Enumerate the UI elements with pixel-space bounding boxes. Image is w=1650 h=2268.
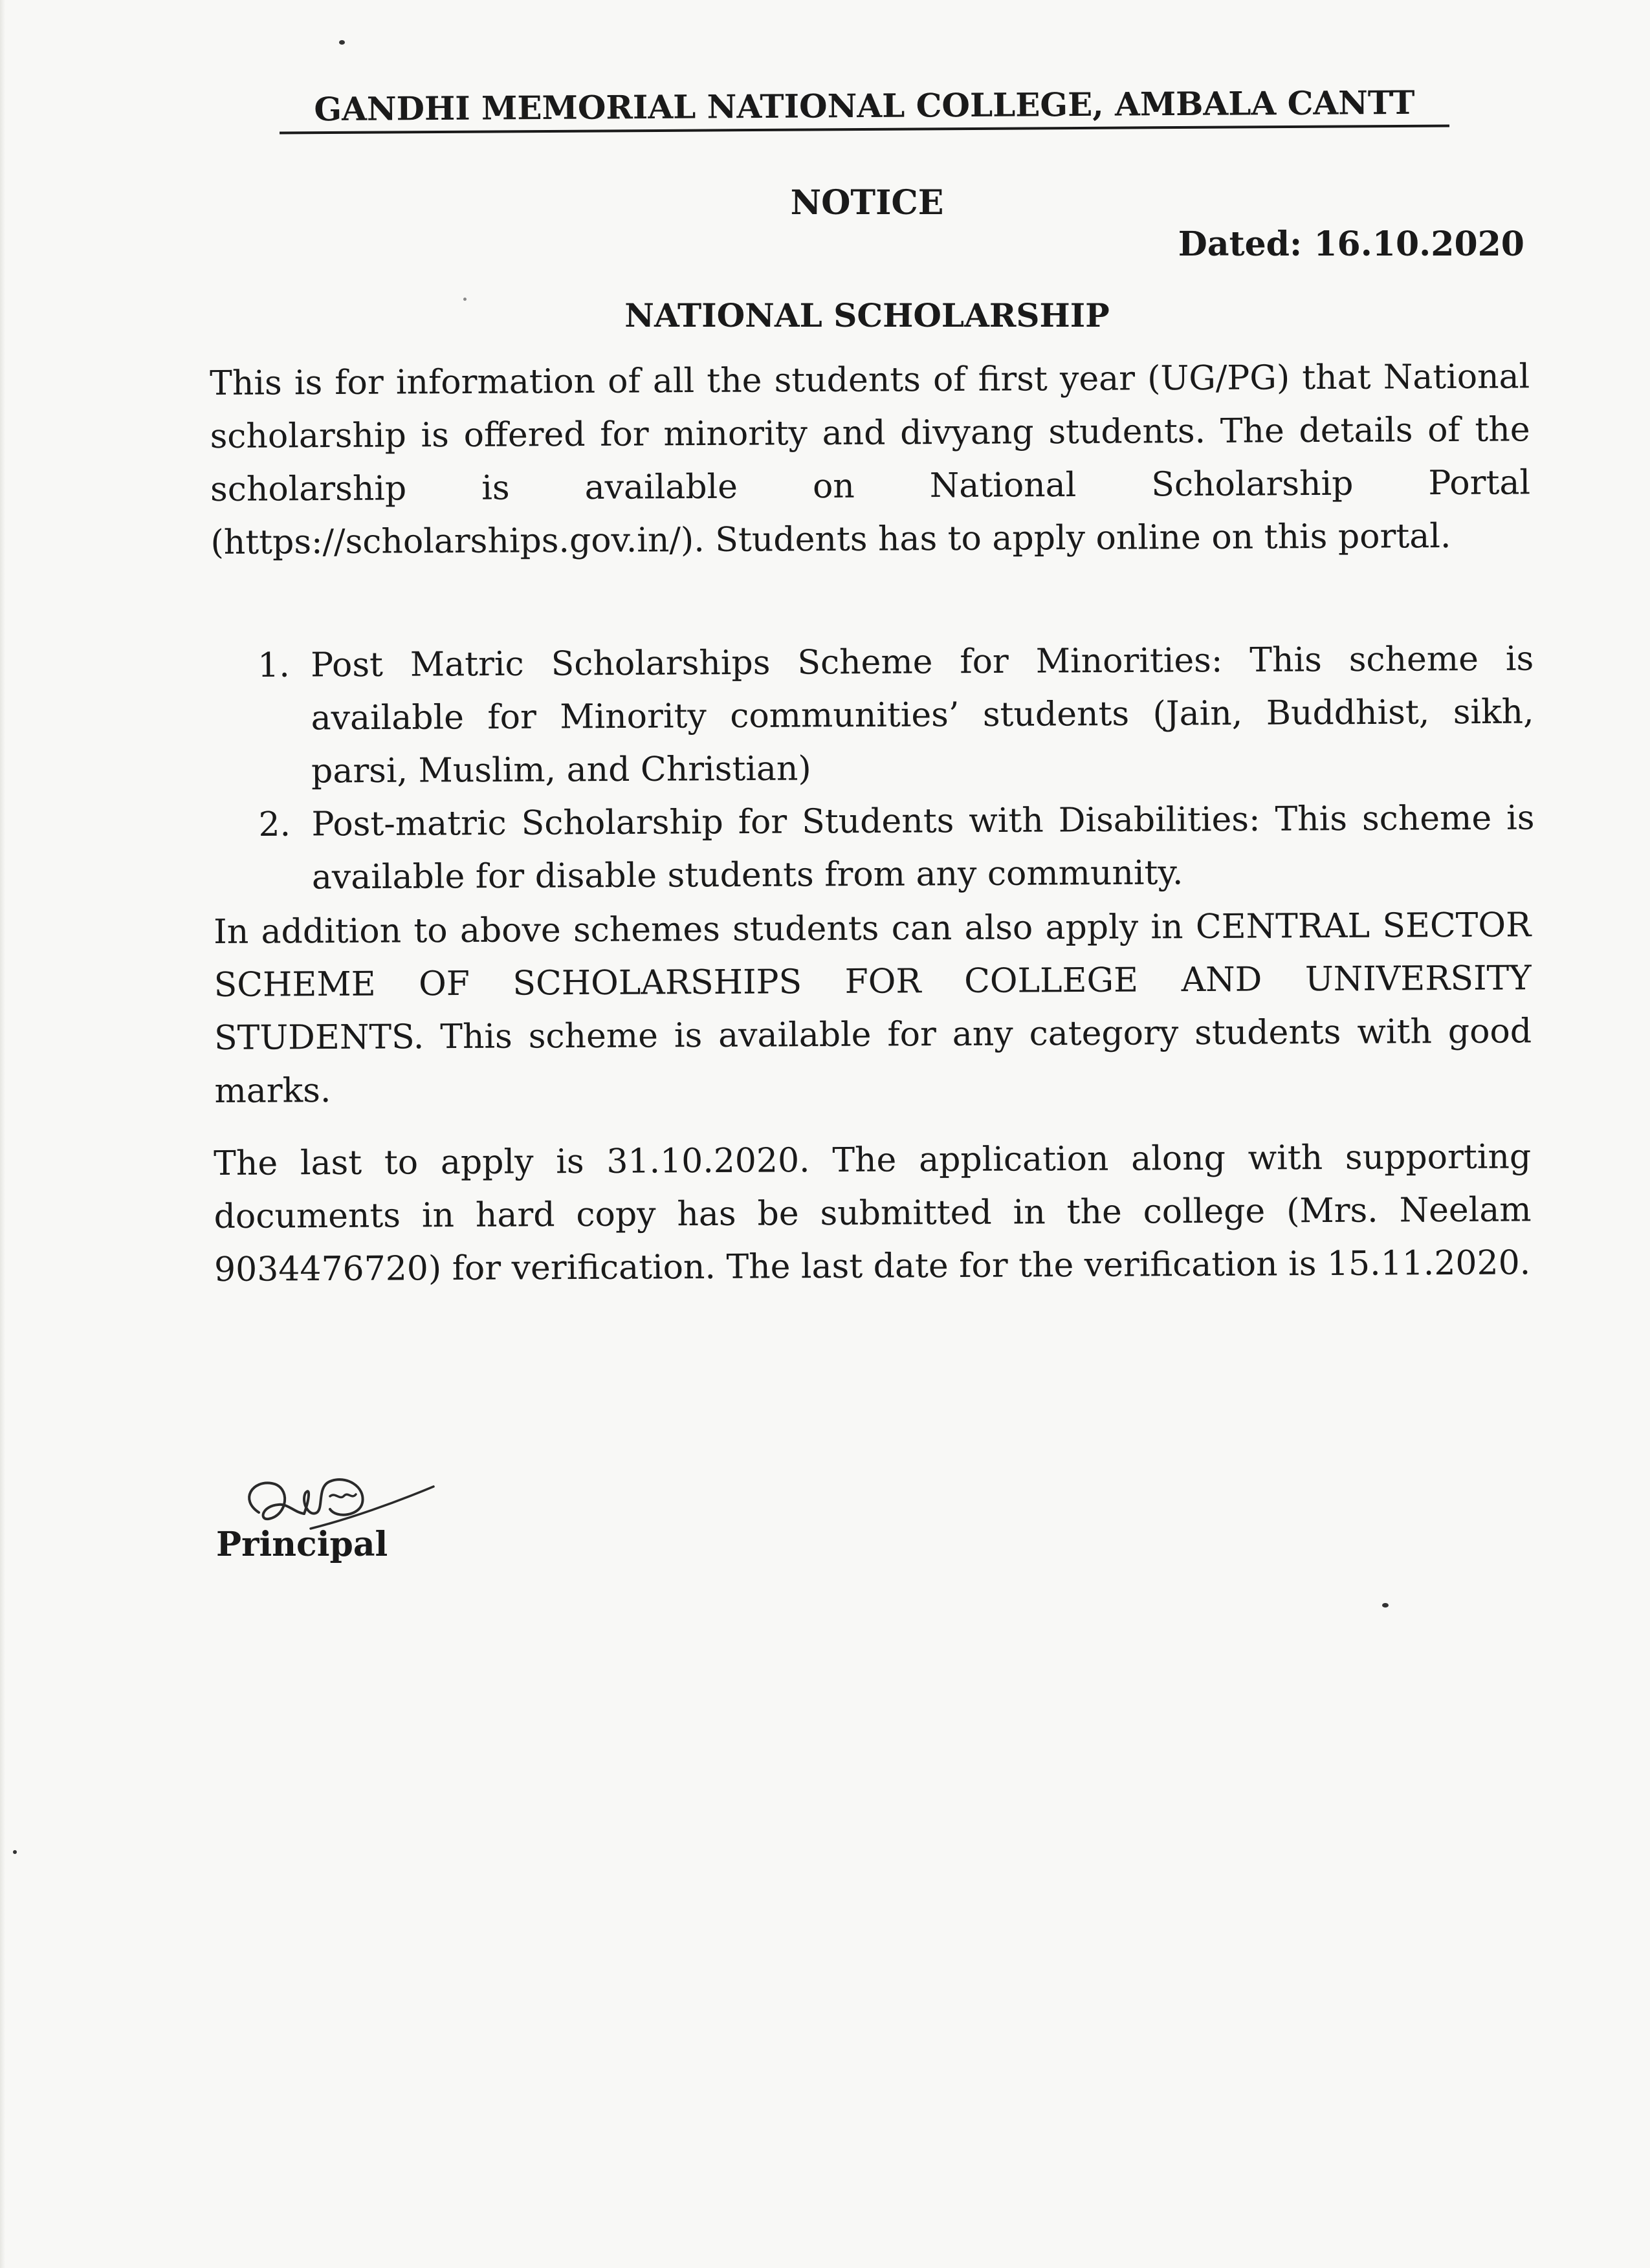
scan-speck: [463, 298, 467, 301]
intro-paragraph: This is for information of all the students of first year (UG/PG) that National scholarship is offered for minority and divyang students. The details of the scholarship is available on National Scholarship Portal (https://scholarships.gov.in/). Students has to apply online on this portal.: [210, 357, 1531, 562]
list-item-text: Post Matric Scholarships Scheme for Minorities: This scheme is available for Minority communities’ students (Jain, Buddhist, sikh, parsi, Muslim, and Christian): [311, 639, 1534, 791]
scan-edge: [0, 0, 5, 2268]
scan-speck: [1382, 1603, 1389, 1608]
deadline-paragraph: The last to apply is 31.10.2020. The application along with supporting documents in hard copy has be submitted in the college (Mrs. Neelam 9034476720) for verification. The last date for the verification is 15.11.2020.: [214, 1137, 1532, 1289]
notice-subject: NATIONAL SCHOLARSHIP: [624, 296, 1110, 334]
scheme-list: [252, 633, 1535, 904]
list-item: [252, 633, 1534, 798]
notice-date: Dated: 16.10.2020: [1178, 224, 1524, 264]
addition-paragraph: In addition to above schemes students can also apply in CENTRAL SECTOR SCHEME OF SCHOLARSHIPS FOR COLLEGE AND UNIVERSITY STUDENTS. This scheme is available for any category students with good marks.: [214, 906, 1532, 1111]
signatory-title: Principal: [216, 1525, 388, 1564]
list-item-number: 1.: [258, 646, 290, 685]
college-name: GANDHI MEMORIAL NATIONAL COLLEGE, AMBALA CANTT: [314, 83, 1415, 129]
list-item: [253, 792, 1535, 904]
scan-speck: [13, 1850, 17, 1854]
scan-speck: [339, 40, 345, 45]
list-item-text: Post-matric Scholarship for Students with Disabilities: This scheme is available for disable students from any community.: [311, 798, 1535, 897]
list-item-number: 2.: [258, 805, 291, 844]
notice-heading: NOTICE: [790, 183, 944, 223]
